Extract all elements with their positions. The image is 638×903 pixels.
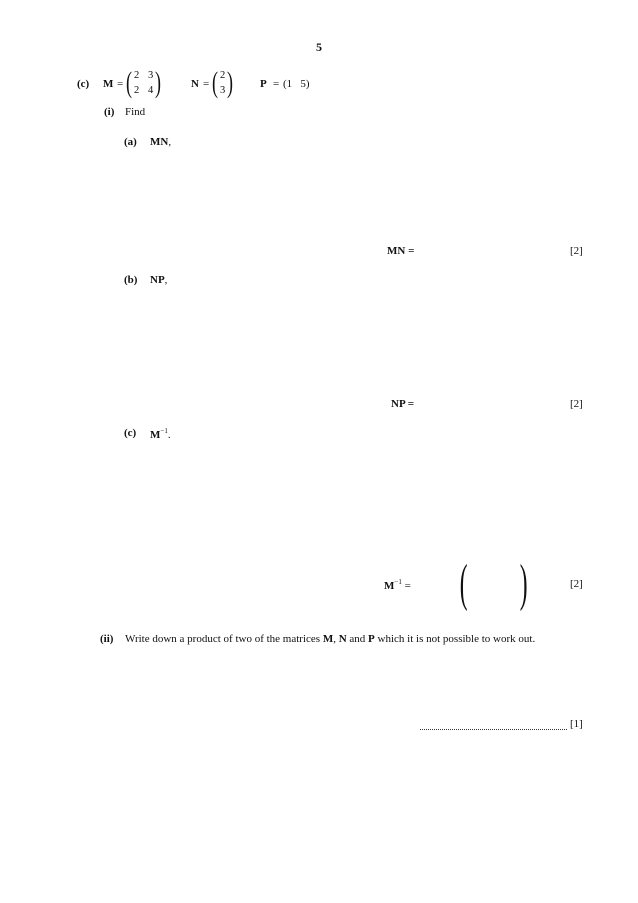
question-a-punct: , — [168, 136, 172, 148]
matrix-m-equals: = — [117, 78, 124, 90]
matrix-m-cell: 3 — [148, 70, 154, 81]
question-b-expression — [150, 274, 167, 286]
question-c-expression — [150, 427, 171, 441]
answer-c-sup: −1 — [394, 578, 402, 586]
question-c-label: (c) — [124, 427, 137, 439]
sub-ii-text-post: which it is not possible to work out. — [374, 633, 536, 645]
sub-ii-text-pre: Write down a product of two of the matrices — [125, 633, 323, 645]
sub-ii-matrix-n: N — [338, 633, 347, 645]
question-b-label: (b) — [124, 274, 138, 286]
answer-c-marks: [2] — [570, 578, 583, 590]
matrix-m-cell: 2 — [134, 70, 140, 81]
sub-i-text: Find — [125, 106, 146, 118]
answer-b-label: NP = — [391, 398, 415, 410]
page-number: 5 — [316, 40, 322, 54]
answer-b-marks: [2] — [570, 398, 583, 410]
matrix-m-left-paren: ( — [126, 66, 132, 99]
matrix-m — [126, 68, 162, 100]
matrix-n-right-paren: ) — [227, 66, 233, 99]
sub-ii-matrix-p: P — [368, 633, 375, 645]
matrix-n-name: N — [191, 78, 199, 90]
matrix-m-name: M — [103, 78, 114, 90]
sub-i-label: (i) — [104, 106, 115, 118]
question-c-expr: M — [150, 429, 161, 441]
answer-c-left-bracket: ( — [459, 555, 468, 612]
matrix-n-equals: = — [203, 78, 210, 90]
part-label: (c) — [77, 78, 90, 90]
matrix-p-value: (1 5) — [283, 78, 310, 90]
sub-ii-sep1: , — [333, 633, 339, 645]
question-a-label: (a) — [124, 136, 137, 148]
matrix-m-cell: 2 — [134, 85, 140, 96]
answer-c-label-group — [384, 578, 411, 592]
question-a-expr: MN — [150, 136, 169, 148]
matrix-n-cell: 2 — [220, 70, 226, 81]
question-b-punct: , — [164, 274, 168, 286]
answer-c-right-bracket: ) — [519, 555, 528, 612]
question-c-sup: −1 — [160, 427, 168, 435]
sub-ii-sep2: and — [346, 633, 369, 645]
question-b-expr: NP — [150, 274, 165, 286]
sub-ii-label: (ii) — [100, 633, 114, 645]
question-c-punct: . — [167, 429, 171, 441]
matrix-n-left-paren: ( — [212, 66, 218, 99]
answer-a-label: MN = — [387, 245, 415, 257]
matrix-n-cell: 3 — [220, 85, 226, 96]
answer-a-marks: [2] — [570, 245, 583, 257]
matrix-p-equals: = — [273, 78, 280, 90]
answer-ii-marks: [1] — [570, 718, 583, 730]
matrix-p-name: P — [260, 78, 267, 90]
answer-ii-line — [420, 729, 567, 730]
matrix-m-right-paren: ) — [155, 66, 161, 99]
answer-c-eq: = — [401, 580, 411, 592]
sub-ii-text — [125, 633, 535, 645]
question-a-expression — [150, 136, 171, 148]
answer-c-label: M — [384, 580, 395, 592]
matrix-n — [212, 68, 234, 100]
matrix-m-cell: 4 — [148, 85, 154, 96]
sub-ii-matrix-m: M — [322, 633, 334, 645]
